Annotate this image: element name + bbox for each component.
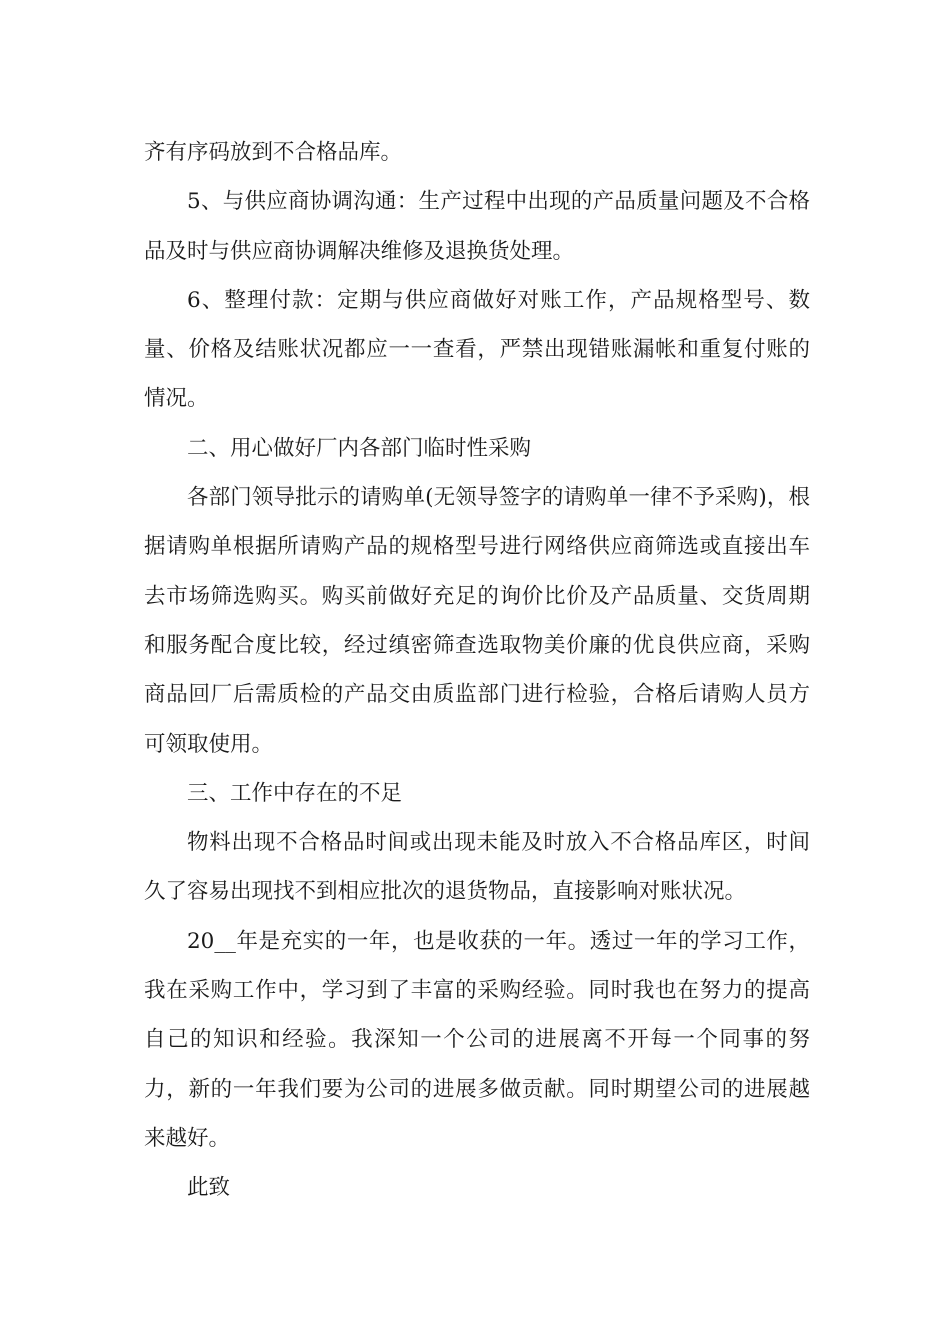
paragraph-payment-settlement: 6、整理付款：定期与供应商做好对账工作，产品规格型号、数量、价格及结账状况都应一一查看，严禁出现错账漏帐和重复付账的情况。 bbox=[144, 287, 810, 412]
paragraph-temporary-purchasing: 各部门领导批示的请购单(无领导签字的请购单一律不予采购)，根据请购单根据所请购产品的规格型号进行网络供应商筛选或直接出车去市场筛选购买。购买前做好充足的询价比价及产品质量、交货周期和服务配合度比较，经过缜密筛查选取物美价廉的优良供应商，采购商品回厂后需质检的产品交由质监部门进行检验，合格后请购人员方可领取使用。 bbox=[144, 485, 810, 757]
paragraph-closing: 此致 bbox=[187, 1175, 231, 1201]
paragraph-shortcomings: 物料出现不合格品时间或出现未能及时放入不合格品库区，时间久了容易出现找不到相应批次的退货物品，直接影响对账状况。 bbox=[144, 830, 810, 905]
section-heading-temporary-purchasing: 二、用心做好厂内各部门临时性采购 bbox=[187, 435, 532, 461]
section-heading-shortcomings: 三、工作中存在的不足 bbox=[187, 780, 403, 806]
paragraph-supplier-coordination: 5、与供应商协调沟通：生产过程中出现的产品质量问题及不合格品及时与供应商协调解决维修及退换货处理。 bbox=[144, 189, 810, 264]
paragraph-continuation: 齐有序码放到不合格品库。 bbox=[144, 140, 403, 165]
document-body bbox=[144, 128, 810, 1213]
paragraph-year-summary: 20__年是充实的一年，也是收获的一年。透过一年的学习工作，我在采购工作中，学习到了丰富的采购经验。同时我也在努力的提高自己的知识和经验。我深知一个公司的进展离不开每一个同事的努力，新的一年我们要为公司的进展多做贡献。同时期望公司的进展越来越好。 bbox=[144, 928, 810, 1151]
